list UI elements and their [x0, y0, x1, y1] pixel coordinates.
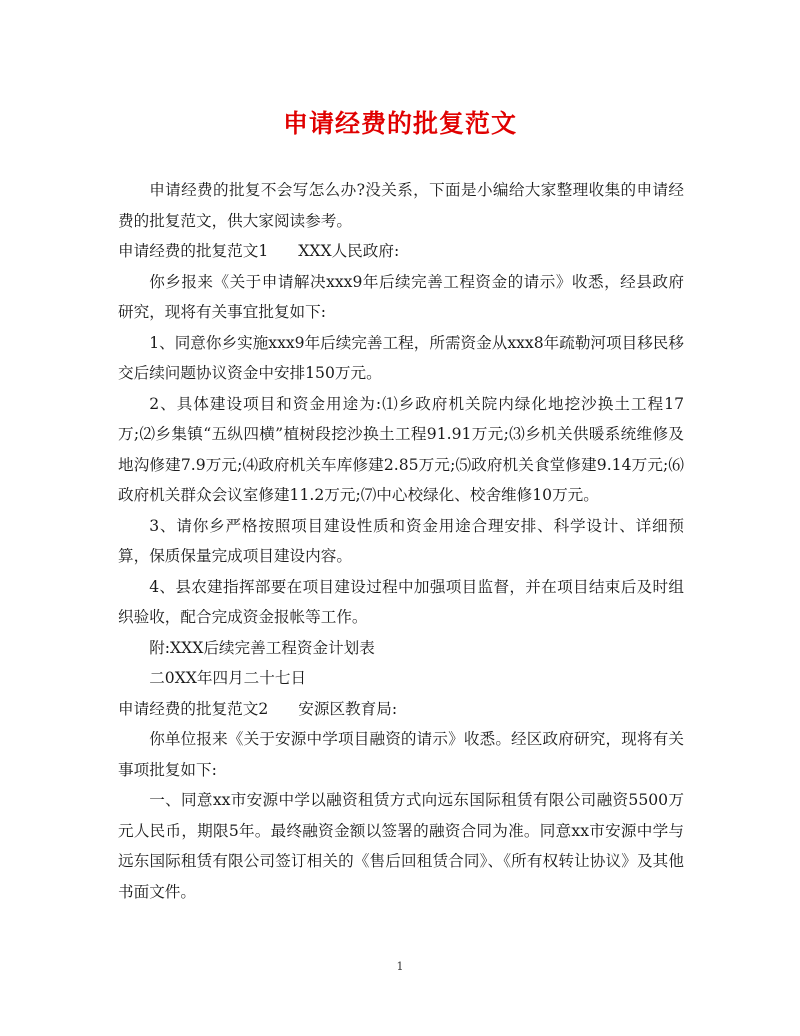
sample2-opening: 你单位报来《关于安源中学项目融资的请示》收悉。经区政府研究，现将有关事项批复如下:	[118, 730, 684, 779]
sample1-attachment: 附:XXX后续完善工程资金计划表	[149, 638, 375, 657]
sample1-recipient: XXX人民政府:	[298, 242, 400, 260]
sample1-opening: 你乡报来《关于申请解决xxx9年后续完善工程资金的请示》收悉，经县政府研究，现将有关事宜批复如下:	[118, 272, 684, 321]
sample1-item-4: 4、县农建指挥部要在项目建设过程中加强项目监督，并在项目结束后及时组织验收，配合完成资金报帐等工作。	[118, 577, 684, 626]
sample2-heading-line	[118, 694, 684, 725]
page-number: 1	[396, 960, 404, 973]
sample1-heading: 申请经费的批复范文1	[118, 242, 269, 260]
sample1-date: 二0XX年四月二十七日	[149, 669, 307, 687]
sample2-recipient: 安源区教育局:	[298, 699, 398, 718]
sample1-heading-line	[118, 236, 684, 267]
sample2-item-1: 一、同意xx市安源中学以融资租赁方式向远东国际租赁有限公司融资5500万元人民币，期限5年。最终融资金额以签署的融资合同为准。同意xx市安源中学与远东国际租赁有限公司签订相关的《售后回租赁合同》、《所有权转让协议》及其他书面文件。	[118, 791, 684, 901]
sample1-item-3: 3、请你乡严格按照项目建设性质和资金用途合理安排、科学设计、详细预算，保质保量完成项目建设内容。	[118, 516, 684, 565]
intro-paragraph: 申请经费的批复不会写怎么办?没关系，下面是小编给大家整理收集的申请经费的批复范文，供大家阅读参考。	[118, 181, 684, 230]
sample1-item-1: 1、同意你乡实施xxx9年后续完善工程，所需资金从xxx8年疏勒河项目移民移交后续问题协议资金中安排150万元。	[118, 333, 684, 382]
sample1-item-2: 2、具体建设项目和资金用途为:⑴乡政府机关院内绿化地挖沙换土工程17万;⑵乡集镇“五纵四横”植树段挖沙换土工程91.91万元;⑶乡机关供暖系统维修及地沟修建7.9万元;⑷政府机关车库修建2.85万元;⑸政府机关食堂修建9.14万元;⑹政府机关群众会议室修建11.2万元;⑺中心校绿化、校舍维修10万元。	[118, 394, 684, 504]
sample2-heading: 申请经费的批复范文2	[118, 699, 269, 718]
document-title: 申请经费的批复范文	[282, 109, 517, 138]
document-body	[118, 175, 684, 907]
